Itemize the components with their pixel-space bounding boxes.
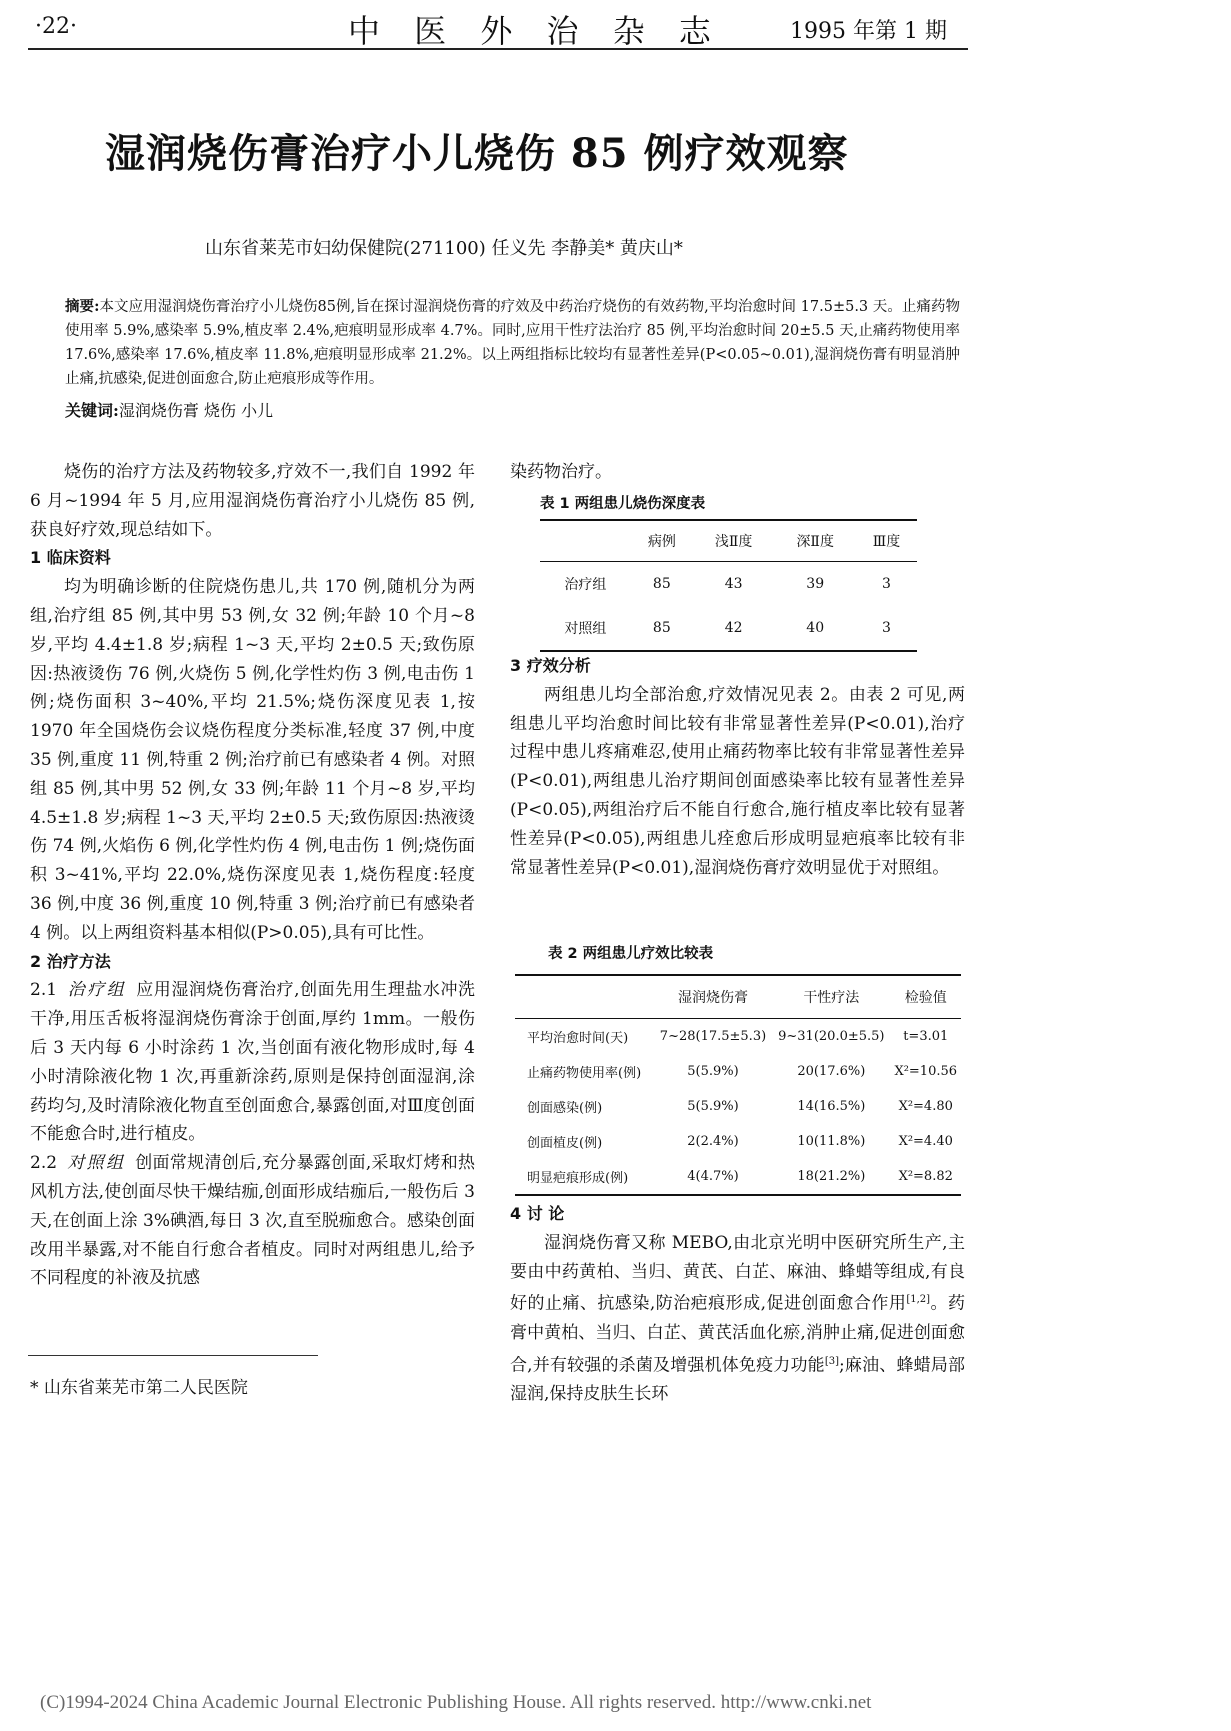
table-cell: 对照组: [564, 621, 607, 637]
footnote-rule: [28, 1355, 318, 1356]
section-3-text: 两组患儿均全部治愈,疗效情况见表 2。由表 2 可见,两组患儿平均治愈时间比较有非常显著性差异(P<0.01),治疗过程中患儿疼痛难忍,使用止痛药物率比较有非常显著性差异(P<0.01),两组患儿治疗期间创面感染率比较有显著性差异(P<0.05),两组治疗后不能自行愈合,施行植皮率比较有显著性差异(P<0.05),两组患儿痊愈后形成明显疤痕率比较有非常显著性差异(P<0.01),湿润烧伤膏疗效明显优于对照组。: [510, 684, 965, 878]
table-cell: 85: [652, 620, 671, 636]
table-cell: 43: [724, 576, 743, 592]
citation-3: [3]: [824, 1355, 840, 1367]
table-cell: X²=4.40: [898, 1134, 953, 1149]
table-cell: 创面植皮(例): [527, 1136, 603, 1151]
table-1-caption: 表 1 两组患儿烧伤深度表: [540, 496, 706, 512]
table-cell: 9~31(20.0±5.5): [778, 1029, 885, 1044]
table-cell: 10(11.8%): [797, 1134, 866, 1149]
table-cell: 创面感染(例): [527, 1101, 603, 1116]
section-4: [510, 1200, 965, 1409]
table-cell: 5(5.9%): [687, 1099, 739, 1114]
table-2-header: 检验值: [890, 975, 961, 1019]
table-2-caption: 表 2 两组患儿疗效比较表: [548, 946, 714, 962]
subsection-2-1: [30, 976, 475, 1149]
table-1-header: 浅Ⅱ度: [693, 520, 775, 562]
header-rule: [28, 48, 968, 50]
table-cell: 4(4.7%): [687, 1169, 739, 1184]
table-cell: 治疗组: [564, 577, 607, 593]
table-cell: 7~28(17.5±5.3): [659, 1029, 767, 1044]
table-cell: 18(21.2%): [797, 1169, 866, 1184]
section-1-text: 均为明确诊断的住院烧伤患儿,共 170 例,随机分为两组,治疗组 85 例,其中男 53 例,女 32 例;年龄 10 个月~8 岁,平均 4.4±1.8 岁;病程 1~3 天,平均 2±0.5 天;致伤原因:热液烫伤 76 例,火烧伤 5 例,化学性灼伤 3 例,电击伤 1 例;烧伤面积 3~40%,平均 21.5%;烧伤深度见表 1,按 1970 年全国烧伤会议烧伤程度分类标准,轻度 37 例,中度 35 例,重度 11 例,特重 2 例;治疗前已有感染者 4 例。对照组 85 例,其中男 52 例,女 33 例;年龄 11 个月~8 岁,平均 4.5±1.8 岁;病程 1~3 天,平均 2±0.5 天;致伤原因:热液烫伤 74 例,火焰伤 6 例,化学性灼伤 4 例,电击伤 1 例;烧伤面积 3~41%,平均 22.0%,烧伤深度见表 1,烧伤程度:轻度 36 例,中度 36 例,重度 10 例,特重 3 例;治疗前已有感染者 4 例。以上两组资料基本相似(P>0.05),具有可比性。: [30, 577, 475, 943]
subsection-2-1-text: 应用湿润烧伤膏治疗,创面先用生理盐水冲洗干净,用压舌板将湿润烧伤膏涂于创面,厚约 1mm。一般伤后 3 天内每 6 小时涂药 1 次,当创面有液化物形成时,每 4 小时清除液化物 1 次,再重新涂药,原则是保持创面湿润,涂药均匀,及时清除液化物直至创面愈合,暴露创面,对Ⅲ度创面不能愈合时,进行植皮。: [30, 980, 476, 1145]
abstract-label: 摘要:: [65, 298, 100, 315]
issue-label: 1995 年第 1 期: [790, 19, 947, 44]
journal-name: 中 医 外 治 杂 志: [348, 12, 723, 50]
right-column-continuation: 染药物治疗。: [510, 462, 612, 482]
keywords-label: 关键词:: [65, 401, 119, 420]
intro-paragraph: 烧伤的治疗方法及药物较多,疗效不一,我们自 1992 年 6 月~1994 年 5 月,应用湿润烧伤膏治疗小儿烧伤 85 例,获良好疗效,现总结如下。: [30, 462, 475, 540]
section-1-heading: 1 临床资料: [30, 548, 111, 568]
keywords-text: 湿润烧伤膏 烧伤 小儿: [118, 401, 274, 420]
table-1-header: 深Ⅱ度: [774, 520, 856, 562]
article-title: 湿润烧伤膏治疗小儿烧伤 85 例疗效观察: [105, 130, 849, 177]
table-cell: t=3.01: [903, 1029, 949, 1044]
author-line: 山东省莱芜市妇幼保健院(271100) 任义先 李静美* 黄庆山*: [205, 238, 683, 259]
table-row: [515, 1124, 961, 1159]
section-3-heading: 3 疗效分析: [510, 656, 591, 675]
table-1: [540, 519, 917, 652]
table-row: [540, 562, 917, 607]
subsection-2-2: [30, 1149, 475, 1293]
table-cell: 14(16.5%): [797, 1099, 866, 1114]
page-number: ·22·: [35, 14, 77, 39]
table-1-header: [540, 520, 631, 562]
citation-1-2: [1,2]: [906, 1294, 931, 1306]
table-cell: 平均治愈时间(天): [527, 1031, 629, 1046]
table-2: [515, 974, 961, 1196]
table-2-header: 干性疗法: [772, 975, 890, 1019]
table-cell: 2(2.4%): [687, 1134, 739, 1149]
table-cell: 3: [882, 576, 891, 592]
subsection-2-2-text: 创面常规清创后,充分暴露创面,采取灯烤和热风机方法,使创面尽快干燥结痂,创面形成结痂后,一般伤后 3 天,在创面上涂 3%碘酒,每日 3 次,直至脱痂愈合。感染创面改用半暴露,对不能自行愈合者植皮。同时对两组患儿,给予不同程度的补液及抗感: [30, 1153, 476, 1289]
table-cell: 止痛药物使用率(例): [527, 1066, 642, 1081]
subsection-2-1-number: 2.1: [30, 980, 58, 1001]
section-4-text: [510, 1229, 965, 1409]
table-cell: 40: [806, 620, 825, 636]
table-row: [540, 606, 917, 651]
table-cell: 85: [652, 576, 671, 592]
section-4-text-part-1: 湿润烧伤膏又称 MEBO,由北京光明中医研究所生产,主要由中药黄柏、当归、黄芪、白芷、麻油、蜂蜡等组成,有良好的止痛、抗感染,防治疤痕形成,促进创面愈合作用: [510, 1232, 965, 1315]
table-row: [515, 1089, 961, 1124]
left-column: [30, 458, 475, 1293]
section-2-heading: 2 治疗方法: [30, 951, 111, 971]
table-2-header: 湿润烧伤膏: [654, 975, 772, 1019]
subsection-2-2-number: 2.2: [30, 1153, 58, 1174]
section-4-text-part-3: ;麻油、蜂蜡局部湿润,保持皮肤生长环: [510, 1355, 966, 1405]
table-cell: 20(17.6%): [797, 1064, 866, 1079]
section-3: [510, 652, 965, 882]
table-cell: 39: [806, 576, 825, 592]
table-cell: 明显疤痕形成(例): [527, 1171, 629, 1186]
section-4-heading: 4 讨 论: [510, 1204, 565, 1223]
table-cell: X²=10.56: [894, 1064, 958, 1079]
table-cell: 5(5.9%): [687, 1064, 739, 1079]
abstract: [65, 295, 960, 391]
table-1-header: Ⅲ度: [856, 520, 917, 562]
subsection-2-2-title: 对照组: [67, 1153, 126, 1174]
table-cell: 3: [882, 620, 891, 636]
keywords: [65, 398, 273, 421]
copyright-notice: (C)1994-2024 China Academic Journal Electronic Publishing House. All rights reserved. http://www.cnki.net: [40, 1692, 872, 1713]
table-2-header: [515, 975, 654, 1019]
table-row: [515, 1054, 961, 1089]
subsection-2-1-title: 治疗组: [67, 980, 127, 1001]
table-row: [515, 1159, 961, 1195]
abstract-text: 本文应用湿润烧伤膏治疗小儿烧伤85例,旨在探讨湿润烧伤膏的疗效及中药治疗烧伤的有效药物,平均治愈时间 17.5±5.3 天。止痛药物使用率 5.9%,感染率 5.9%,植皮率 2.4%,疤痕明显形成率 4.7%。同时,应用干性疗法治疗 85 例,平均治愈时间 20±5.5 天,止痛药物使用率 17.6%,感染率 17.6%,植皮率 11.8%,疤痕明显形成率 21.2%。以上两组指标比较均有显著性差异(P<0.05~0.01),湿润烧伤膏有明显消肿止痛,抗感染,促进创面愈合,防止疤痕形成等作用。: [65, 299, 960, 387]
table-row: [515, 1019, 961, 1055]
footnote: * 山东省莱芜市第二人民医院: [30, 1378, 248, 1398]
table-cell: X²=8.82: [898, 1169, 953, 1184]
table-cell: 42: [724, 620, 743, 636]
table-1-header: 病例: [631, 520, 693, 562]
section-4-text-part-2: 。药膏中黄柏、当归、白芷、黄芪活血化瘀,消肿止痛,促进创面愈合,并有较强的杀菌及增强机体免疫力功能: [510, 1294, 966, 1376]
table-cell: X²=4.80: [898, 1099, 953, 1114]
